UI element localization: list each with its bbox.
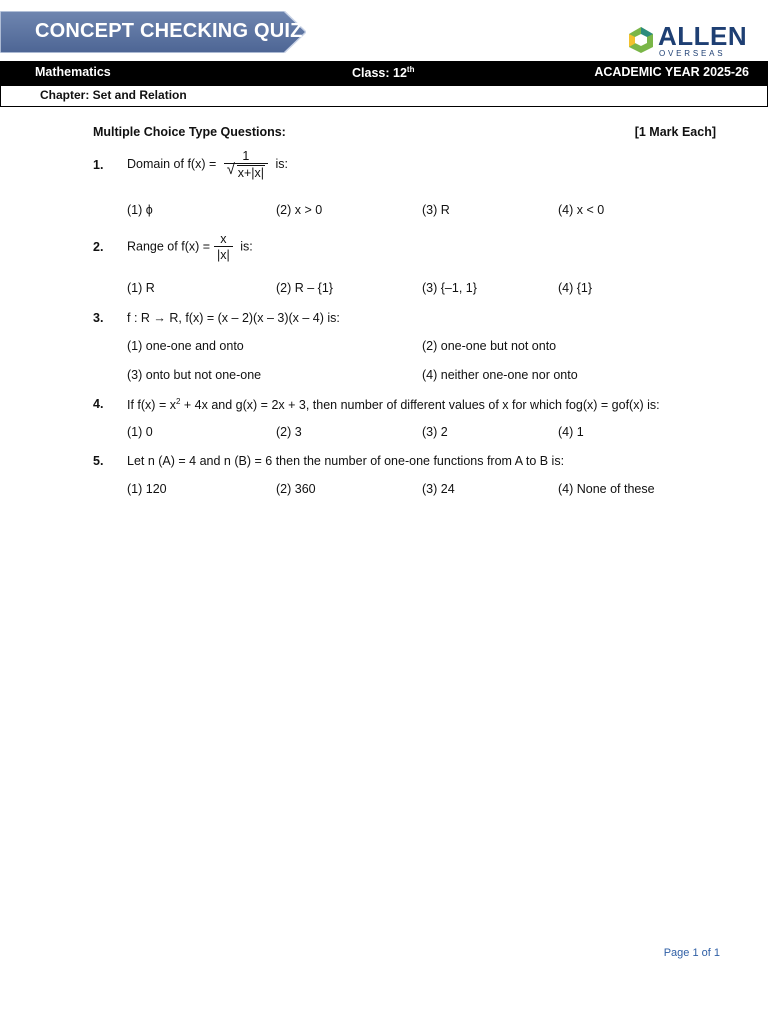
question-1-suffix: is: bbox=[275, 156, 289, 171]
question-2-prefix: Range of bbox=[127, 239, 178, 254]
question-4-text bbox=[127, 397, 660, 412]
question-1-option-3[interactable]: (3) R bbox=[422, 203, 450, 217]
question-5-number: 5. bbox=[93, 454, 104, 468]
question-2-option-4[interactable]: (4) {1} bbox=[558, 281, 593, 295]
page-number: Page 1 of 1 bbox=[663, 947, 720, 959]
section-marks: [1 Mark Each] bbox=[634, 125, 716, 139]
question-4-suffix: + 4x and g(x) = 2x + 3, then number of different values of x for which fog(x) = gof(x) is: bbox=[180, 398, 660, 413]
class-label bbox=[352, 65, 414, 80]
quiz-banner bbox=[0, 11, 306, 53]
question-1-text bbox=[127, 149, 288, 180]
question-5-option-2[interactable]: (2) 360 bbox=[276, 482, 316, 496]
allen-logo bbox=[628, 21, 754, 62]
question-2-text bbox=[127, 232, 253, 262]
chapter-title: Chapter: Set and Relation bbox=[40, 88, 187, 102]
chapter-row bbox=[0, 86, 768, 107]
question-1-option-1[interactable]: (1) ϕ bbox=[127, 203, 153, 217]
question-1-prefix: Domain of f(x) = bbox=[127, 156, 217, 171]
question-5-option-3[interactable]: (3) 24 bbox=[422, 482, 455, 496]
question-4-option-2[interactable]: (2) 3 bbox=[276, 425, 302, 439]
question-4-exponent: 2 bbox=[175, 397, 181, 406]
logo-wordmark: ALLEN bbox=[658, 21, 748, 51]
question-3-option-3[interactable]: (3) onto but not one-one bbox=[127, 368, 262, 382]
hexagon-logo-icon bbox=[628, 26, 654, 54]
logo-subtitle: OVERSEAS bbox=[659, 49, 726, 58]
question-3-option-2[interactable]: (2) one-one but not onto bbox=[422, 339, 557, 353]
info-bar bbox=[0, 61, 768, 86]
question-5-option-1[interactable]: (1) 120 bbox=[127, 482, 167, 496]
question-1-option-4[interactable]: (4) x < 0 bbox=[558, 203, 605, 217]
question-1-fraction bbox=[224, 149, 268, 180]
question-4-option-3[interactable]: (3) 2 bbox=[422, 425, 448, 439]
class-superscript: th bbox=[406, 65, 415, 74]
question-2-option-2[interactable]: (2) R – {1} bbox=[276, 281, 333, 295]
question-4-prefix: If f(x) = x bbox=[127, 398, 176, 413]
question-4-option-4[interactable]: (4) 1 bbox=[558, 425, 584, 439]
question-5-option-4[interactable]: (4) None of these bbox=[558, 482, 655, 496]
question-3-option-1[interactable]: (1) one-one and onto bbox=[127, 339, 244, 353]
subject-label: Mathematics bbox=[35, 65, 111, 79]
question-4-number: 4. bbox=[93, 397, 104, 411]
class-text: Class: 12 bbox=[352, 66, 407, 80]
question-4-option-1[interactable]: (1) 0 bbox=[127, 425, 153, 439]
question-3-text: f : R → R, f(x) = (x – 2)(x – 3)(x – 4) is: bbox=[127, 311, 340, 325]
sqrt-symbol: √ x+|x| bbox=[226, 161, 265, 180]
question-1-number: 1. bbox=[93, 158, 104, 172]
question-2-number: 2. bbox=[93, 240, 104, 254]
question-3-option-4[interactable]: (4) neither one-one nor onto bbox=[422, 368, 578, 382]
fraction-denominator: |x| bbox=[214, 246, 233, 262]
question-2-option-3[interactable]: (3) {–1, 1} bbox=[422, 281, 477, 295]
fraction-numerator: x bbox=[220, 232, 227, 246]
sqrt-content: x+|x| bbox=[237, 166, 265, 180]
fraction-numerator: 1 bbox=[242, 149, 250, 163]
question-5-text: Let n (A) = 4 and n (B) = 6 then the number of one-one functions from A to B is: bbox=[127, 454, 565, 468]
section-title: Multiple Choice Type Questions: bbox=[93, 125, 286, 139]
question-1-option-2[interactable]: (2) x > 0 bbox=[276, 203, 323, 217]
question-3-number: 3. bbox=[93, 311, 104, 325]
question-2-suffix: is: bbox=[240, 239, 253, 254]
fraction-denominator bbox=[224, 163, 268, 180]
question-2-option-1[interactable]: (1) R bbox=[127, 281, 155, 295]
banner-title: CONCEPT CHECKING QUIZ bbox=[35, 20, 303, 42]
question-2-fraction bbox=[214, 232, 233, 262]
academic-year: ACADEMIC YEAR 2025-26 bbox=[594, 65, 749, 79]
question-2-function: f(x) = bbox=[181, 239, 211, 254]
